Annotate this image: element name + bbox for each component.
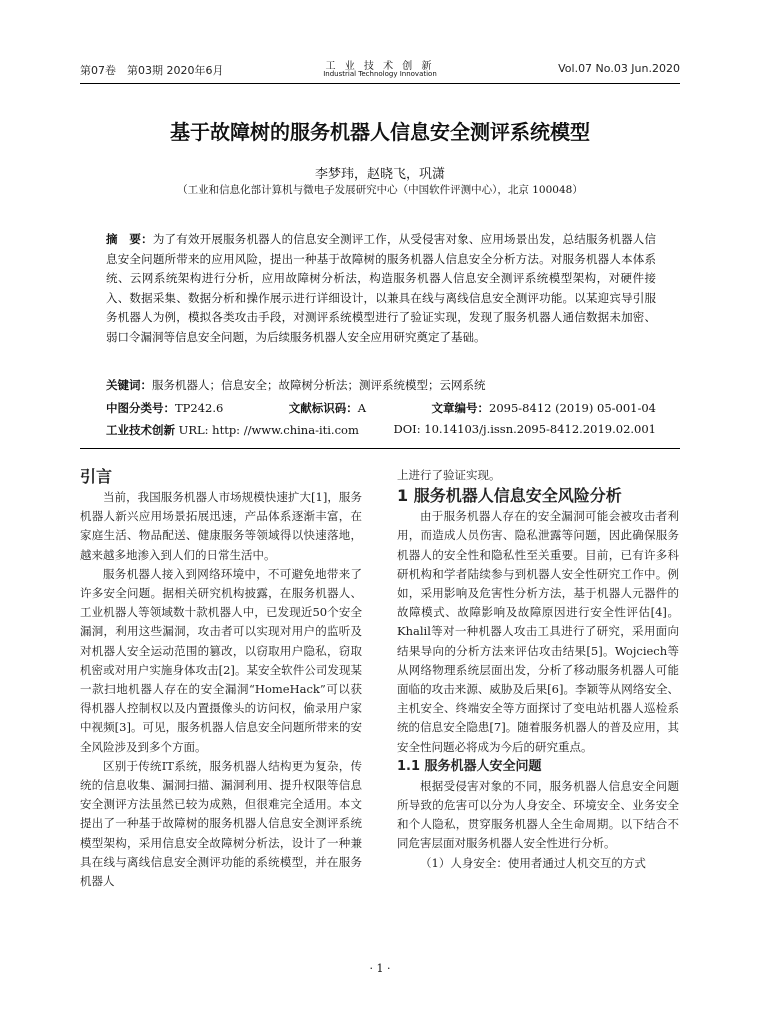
intro-paragraph-3: 区别于传统IT系统，服务机器人结构更为复杂，传统的信息收集、漏洞扫描、漏洞利用、提升权限等信息安全测评方法虽然已较为成熟，但很难完全适用。本文提出了一种基于故障树的服务机器人信息安全测评系统模型架构，采用信息安全故障树分析法，设计了一种兼具在线与离线信息安全测评功能的系统模型，并在服务机器人 <box>80 758 362 889</box>
clc-value: TP242.6 <box>175 401 224 415</box>
doc-field <box>289 400 366 416</box>
journal-url <box>106 422 359 438</box>
doi: DOI: 10.14103/j.issn.2095-8412.2019.02.001 <box>393 422 656 436</box>
header-volume-english: Vol.07 No.03 Jun.2020 <box>558 62 680 75</box>
continuation-text: 上进行了验证实现。 <box>397 468 501 482</box>
classification-line <box>106 400 656 416</box>
authors: 李梦玮，赵晓飞，巩潇 <box>314 167 445 182</box>
keywords <box>106 377 486 393</box>
section-1-heading: 1 服务机器人信息安全风险分析 <box>397 486 622 506</box>
intro-paragraph-2: 服务机器人接入到网络环境中，不可避免地带来了许多安全问题。据相关研究机构披露，在服务机器人、工业机器人等领域数十款机器人中，已发现近50个安全漏洞，利用这些漏洞，攻击者可以实现对用户的监听及对机器人安全运动范围的篡改，以窃取用户隐私，窃取机密或对用户实施身体攻击[2]。某安全软件公司发现某一款扫地机器人存在的安全漏洞“HomeHack”可以获得机器人控制权以及内置摄像头的访问权，偷录用户家中视频[3]。可见，服务机器人信息安全问题所带来的安全风险涉及到多个方面。 <box>80 566 362 754</box>
doc-label: 文献标识码： <box>288 401 358 415</box>
header-volume-issue: 第07卷 第03期 2020年6月 <box>80 64 224 77</box>
intro-heading: 引言 <box>80 467 113 486</box>
citation-line <box>106 422 656 438</box>
abstract <box>106 230 656 347</box>
affiliation: （工业和信息化部计算机与微电子发展研究中心（中国软件评测中心），北京 100048） <box>177 184 583 196</box>
abstract-text: 为了有效开展服务机器人的信息安全测评工作，从受侵害对象、应用场景出发，总结服务机器人信息安全问题所带来的应用风险，提出一种基于故障树的服务机器人信息安全分析方法。对服务机器人本体系统、云网系统架构进行分析，应用故障树分析法，构造服务机器人信息安全测评系统模型架构，对硬件接入、数据采集、数据分析和操作展示进行详细设计，以兼具在线与离线信息安全测评功能。以某迎宾导引服务机器人为例，模拟各类攻击手段，对测评系统模型进行了验证实现，发现了服务机器人通信数据未加密、弱口令漏洞等信息安全问题，为后续服务机器人安全应用研究奠定了基础。 <box>106 232 656 344</box>
right-column <box>397 466 679 873</box>
journal-url-value: URL: http: //www.china-iti.com <box>175 423 359 437</box>
header-rule <box>80 83 680 84</box>
section-1-1-paragraph-1: 根据受侵害对象的不同，服务机器人信息安全问题所导致的危害可以分为人身安全、环境安全、业务安全和个人隐私，贯穿服务机器人全生命周期。以下结合不同危害层面对服务机器人安全性进行分析。 <box>397 778 679 851</box>
keywords-text: 服务机器人；信息安全；故障树分析法；测评系统模型；云网系统 <box>152 378 486 392</box>
left-column <box>80 466 362 891</box>
keywords-label: 关键词： <box>106 378 152 392</box>
clc-label: 中图分类号： <box>106 401 175 415</box>
doc-value: A <box>357 401 367 415</box>
section-1-1-heading: 1.1 服务机器人安全问题 <box>397 758 542 774</box>
section-1-1-paragraph-2: （1）人身安全：使用者通过人机交互的方式 <box>420 855 646 870</box>
article-field <box>432 400 656 416</box>
section-1-paragraph-1: 由于服务机器人存在的安全漏洞可能会被攻击者利用，而造成人员伤害、隐私泄露等问题，因此确保服务机器人的安全性和隐私性至关重要。目前，已有许多科研机构和学者陆续参与到机器人安全性研究工作中。例如，采用影响及危害性分析方法，基于机器人元器件的故障模式、故障影响及故障原因进行安全性评估[4]。Khalil等对一种机器人攻击工具进行了研究，采用面向结果导向的分析方法来评估攻击结果[5]。Wojciech等从网络物理系统层面出发，分析了移动服务机器人可能面临的攻击来源、威胁及后果[6]。李颖等从网络安全、主机安全、终端安全等方面探讨了变电站机器人巡检系统的信息安全隐患[7]。随着服务机器人的普及应用，其安全性问题必将成为今后的研究重点。 <box>397 509 679 754</box>
clc-field <box>106 400 223 416</box>
journal-url-label: 工业技术创新 <box>106 423 175 437</box>
header-journal-name: 工 业 技 术 创 新 <box>325 61 435 72</box>
header-journal-english: Industrial Technology Innovation <box>323 70 437 78</box>
abstract-rule <box>80 448 680 449</box>
article-value: 2095-8412 (2019) 05-001-04 <box>489 401 656 415</box>
page-number: · 1 · <box>369 962 391 975</box>
paper-title: 基于故障树的服务机器人信息安全测评系统模型 <box>170 120 590 144</box>
article-label: 文章编号： <box>431 401 490 415</box>
intro-paragraph-1: 当前，我国服务机器人市场规模快速扩大[1]，服务机器人新兴应用场景拓展迅速，产品体系逐渐丰富，在家庭生活、物品配送、健康服务等领域得以快速落地，越来越多地渗入到人们的日常生活中。 <box>80 490 362 562</box>
abstract-label: 摘 要： <box>106 232 153 246</box>
